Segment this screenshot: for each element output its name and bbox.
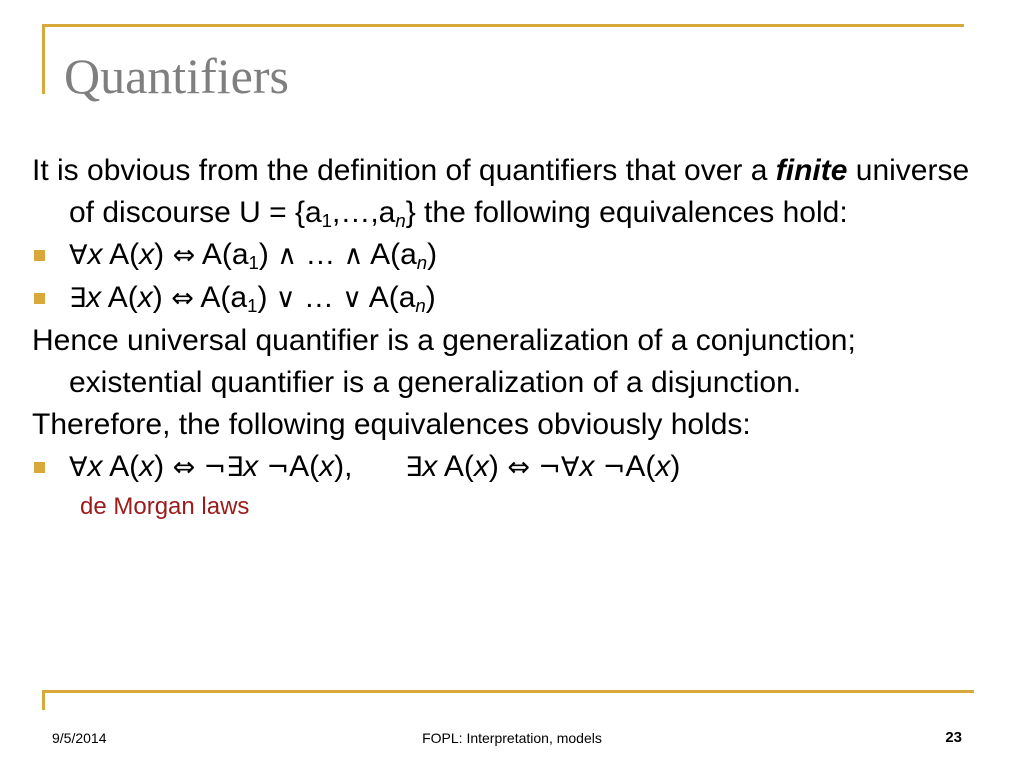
hence-existential-line: existential quantifier is a generalization of a disjunction.	[69, 366, 802, 399]
footer-rule	[42, 690, 974, 693]
footer-page-number: 23	[945, 729, 962, 746]
intro-paragraph: It is obvious from the definition of quantifiers that over a finite universe of discourse $U = \{a_1,\dots,a_n\}$ the following equivalences hold:	[32, 154, 970, 232]
square-bullet-icon	[34, 293, 45, 304]
therefore-line: Therefore, the following equivalences obviously holds:	[32, 408, 751, 441]
de-morgan-note: de Morgan laws	[80, 493, 250, 520]
footer-title: FOPL: Interpretation, models	[422, 730, 602, 746]
finite-emphasis: finite	[775, 154, 848, 187]
footer-date: 9/5/2014	[52, 730, 107, 746]
left-frame-line	[42, 24, 45, 94]
bullet-de-morgan-equivalences: ∀x A(x) ⇔ ¬∃x ¬A(x), ∃x A(x) ⇔ ¬∀x ¬A(x)	[32, 446, 992, 489]
slide-title: Quantifiers	[64, 48, 289, 104]
square-bullet-icon	[34, 462, 45, 473]
bullet-existential-disjunction: ∃x A(x) ⇔ $A(a_1)$ ∨ … ∨ $A(a_n)$	[32, 277, 992, 320]
slide-body	[32, 150, 992, 525]
square-bullet-icon	[34, 250, 45, 261]
hence-universal-line: Hence universal quantifier is a generalization of a conjunction;	[32, 324, 856, 357]
bullet-universal-conjunction: ∀x A(x) ⇔ $A(a_1)$ ∧ … ∧ $A(a_n)$	[32, 234, 992, 277]
top-frame-line	[42, 24, 964, 27]
footer-rule-tick	[42, 690, 45, 710]
